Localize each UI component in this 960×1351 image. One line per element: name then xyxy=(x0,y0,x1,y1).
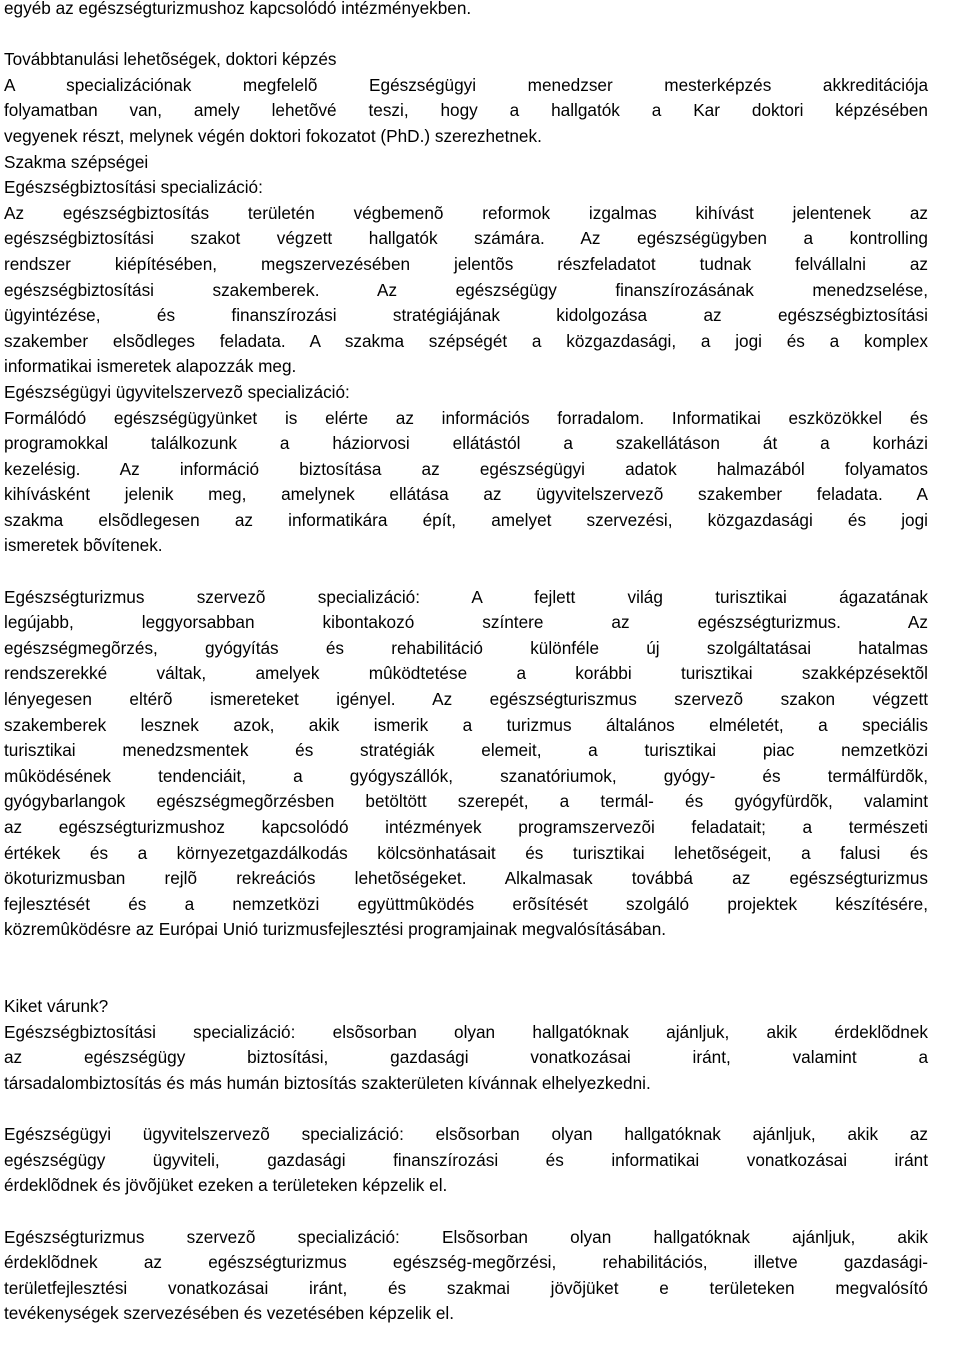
tourism-paragraph-line: egészségmegõrzés, gyógyítás és rehabilitáció különféle új szolgáltatásai hatalmas xyxy=(4,637,928,658)
spacer xyxy=(4,22,928,48)
insurance-specialization-heading: Egészségbiztosítási specializáció: xyxy=(4,177,263,198)
tourism-paragraph-line: legújabb, leggyorsabban kibontakozó színtere az egészségturizmus. Az xyxy=(4,612,928,633)
insurance-paragraph-line: ügyintézése, és finanszírozási stratégiájának kidolgozása az egészségbiztosítási xyxy=(4,305,928,326)
insurance-paragraph-line: informatikai ismeretek alapozzák meg. xyxy=(4,356,297,377)
insurance-paragraph-line: szakember elsõdleges feladata. A szakma szépségét a közgazdasági, a jogi és a komplex xyxy=(4,330,928,351)
tourism-paragraph-line: Egészségturizmus szervezõ specializáció: A fejlett világ turisztikai ágazatának xyxy=(4,586,928,607)
admin-paragraph-line: programokkal találkozunk a háziorvosi ellátástól a szakellátáson át a korházi xyxy=(4,433,928,454)
who-tourism-line: területfejlesztési vonatkozásai iránt, és szakmai jövõjüket e területeken megvalósító xyxy=(4,1277,928,1298)
intro-tail-text: egyéb az egészségturizmushoz kapcsolódó intézményekben. xyxy=(4,0,472,18)
tourism-paragraph-line: ökoturizmusban rejlõ rekreációs lehetõségeket. Alkalmasak továbbá az egészségturizmus xyxy=(4,868,928,889)
tourism-paragraph-line: fejlesztését és a nemzetközi együttmûködés erõsítését szolgáló projektek készítésére, xyxy=(4,893,928,914)
who-insurance-line: társadalombiztosítás és más humán biztosítás szakterületen kívánnak elhelyezkedni. xyxy=(4,1072,651,1093)
spacer xyxy=(4,1199,928,1225)
tourism-paragraph-line: rendszerekké váltak, amelyek mûködtetése a korábbi turisztikai szakképzésektõl xyxy=(4,663,928,684)
spacer xyxy=(4,1097,928,1123)
further-studies-section xyxy=(4,47,928,149)
admin-paragraph-line: kezelésig. Az információ biztosítása az egészségügyi adatok halmazából folyamatos xyxy=(4,458,928,479)
further-studies-line: folyamatban van, amely lehetõvé teszi, hogy a hallgatók a Kar doktori képzésében xyxy=(4,100,928,121)
tourism-paragraph-line: lényegesen eltérõ ismereteket igényel. Az egészségturiszmus szervezõ szakon végzett xyxy=(4,689,928,710)
further-studies-line: A specializációnak megfelelõ Egészségügyi menedzser mesterképzés akkreditációja xyxy=(4,74,928,95)
insurance-paragraph-line: egészségbiztosítási szakemberek. Az egészségügy finanszírozásának menedzselése, xyxy=(4,279,928,300)
who-tourism-line: tevékenységek szervezésében és vezetésében képzelik el. xyxy=(4,1303,455,1324)
insurance-paragraph-line: Az egészségbiztosítás területén végbemenõ reformok izgalmas kihívást jelentenek az xyxy=(4,202,928,223)
document-page xyxy=(4,0,928,1327)
who-we-expect-heading: Kiket várunk? xyxy=(4,996,109,1017)
tourism-paragraph-line: az egészségturizmushoz kapcsolódó intézmények programszervezõi feladatait; a természeti xyxy=(4,817,928,837)
further-studies-line: vegyenek részt, melynek végén doktori fokozatot (PhD.) szerezhetnek. xyxy=(4,125,542,146)
tourism-paragraph-line: gyógybarlangok egészségmegõrzésben betöltött szerepét, a termál- és gyógyfürdõk, valamint xyxy=(4,791,928,812)
admin-paragraph-line: szakma elsõdlegesen az informatikára épít, amelyet szervezési, közgazdasági és jogi xyxy=(4,509,928,530)
profession-beauty-section xyxy=(4,150,928,943)
who-we-expect-section xyxy=(4,994,928,1327)
further-studies-heading: Továbbtanulási lehetõségek, doktori képzés xyxy=(4,49,337,70)
who-admin-line: egészségügy ügyviteli, gazdasági finanszírozási és informatikai vonatkozásai iránt xyxy=(4,1149,928,1170)
admin-paragraph-line: Formálódó egészségügyünket is elérte az információs forradalom. Informatikai eszközökkel és xyxy=(4,407,928,428)
admin-paragraph-line: ismeretek bõvítenek. xyxy=(4,535,163,556)
admin-specialization-heading: Egészségügyi ügyvitelszervezõ specializáció: xyxy=(4,381,350,402)
who-tourism-line: érdeklõdnek az egészségturizmus egészség-megõrzési, rehabilitációs, illetve gazdasági- xyxy=(4,1252,928,1273)
tourism-paragraph-line: közremûködésre az Európai Unió turizmusfejlesztési programjainak megvalósításában. xyxy=(4,919,667,940)
profession-beauty-heading: Szakma szépségei xyxy=(4,151,149,172)
who-tourism-line: Egészségturizmus szervezõ specializáció: Elsõsorban olyan hallgatóknak ajánljuk, akik xyxy=(4,1226,928,1247)
who-admin-line: Egészségügyi ügyvitelszervezõ specializáció: elsõsorban olyan hallgatóknak ajánljuk, akik az xyxy=(4,1124,928,1145)
tourism-paragraph-line: mûködésének tendenciáit, a gyógyszállók, szanatóriumok, gyógy- és termálfürdõk, xyxy=(4,765,928,786)
tourism-paragraph-line: értékek és a környezetgazdálkodás kölcsönhatásait és turisztikai lehetõségeit, a falusi és xyxy=(4,842,928,863)
who-insurance-line: Egészségbiztosítási specializáció: elsõsorban olyan hallgatóknak ajánljuk, akik érdeklõdnek xyxy=(4,1021,928,1042)
who-admin-line: érdeklõdnek és jövõjüket ezeken a területeken képzelik el. xyxy=(4,1175,448,1196)
tourism-paragraph-line: szakemberek lesznek azok, akik ismerik a turizmus általános elméletét, a speciális xyxy=(4,714,928,735)
insurance-paragraph-line: rendszer kiépítésében, megszervezésében jelentõs részfeladatot tudnak felvállalni az xyxy=(4,253,928,274)
spacer xyxy=(4,943,928,994)
admin-paragraph-line: kihívásként jelenik meg, amelynek ellátása az ügyvitelszervezõ szakember feladata. A xyxy=(4,484,928,505)
who-insurance-line: az egészségügy biztosítási, gazdasági vonatkozásai iránt, valamint a xyxy=(4,1047,928,1068)
insurance-paragraph-line: egészségbiztosítási szakot végzett hallgatók számára. Az egészségügyben a kontrolling xyxy=(4,228,928,249)
tourism-paragraph-line: turisztikai menedzsmentek és stratégiák elemeit, a turisztikai piac nemzetközi xyxy=(4,740,928,761)
spacer xyxy=(4,559,928,585)
